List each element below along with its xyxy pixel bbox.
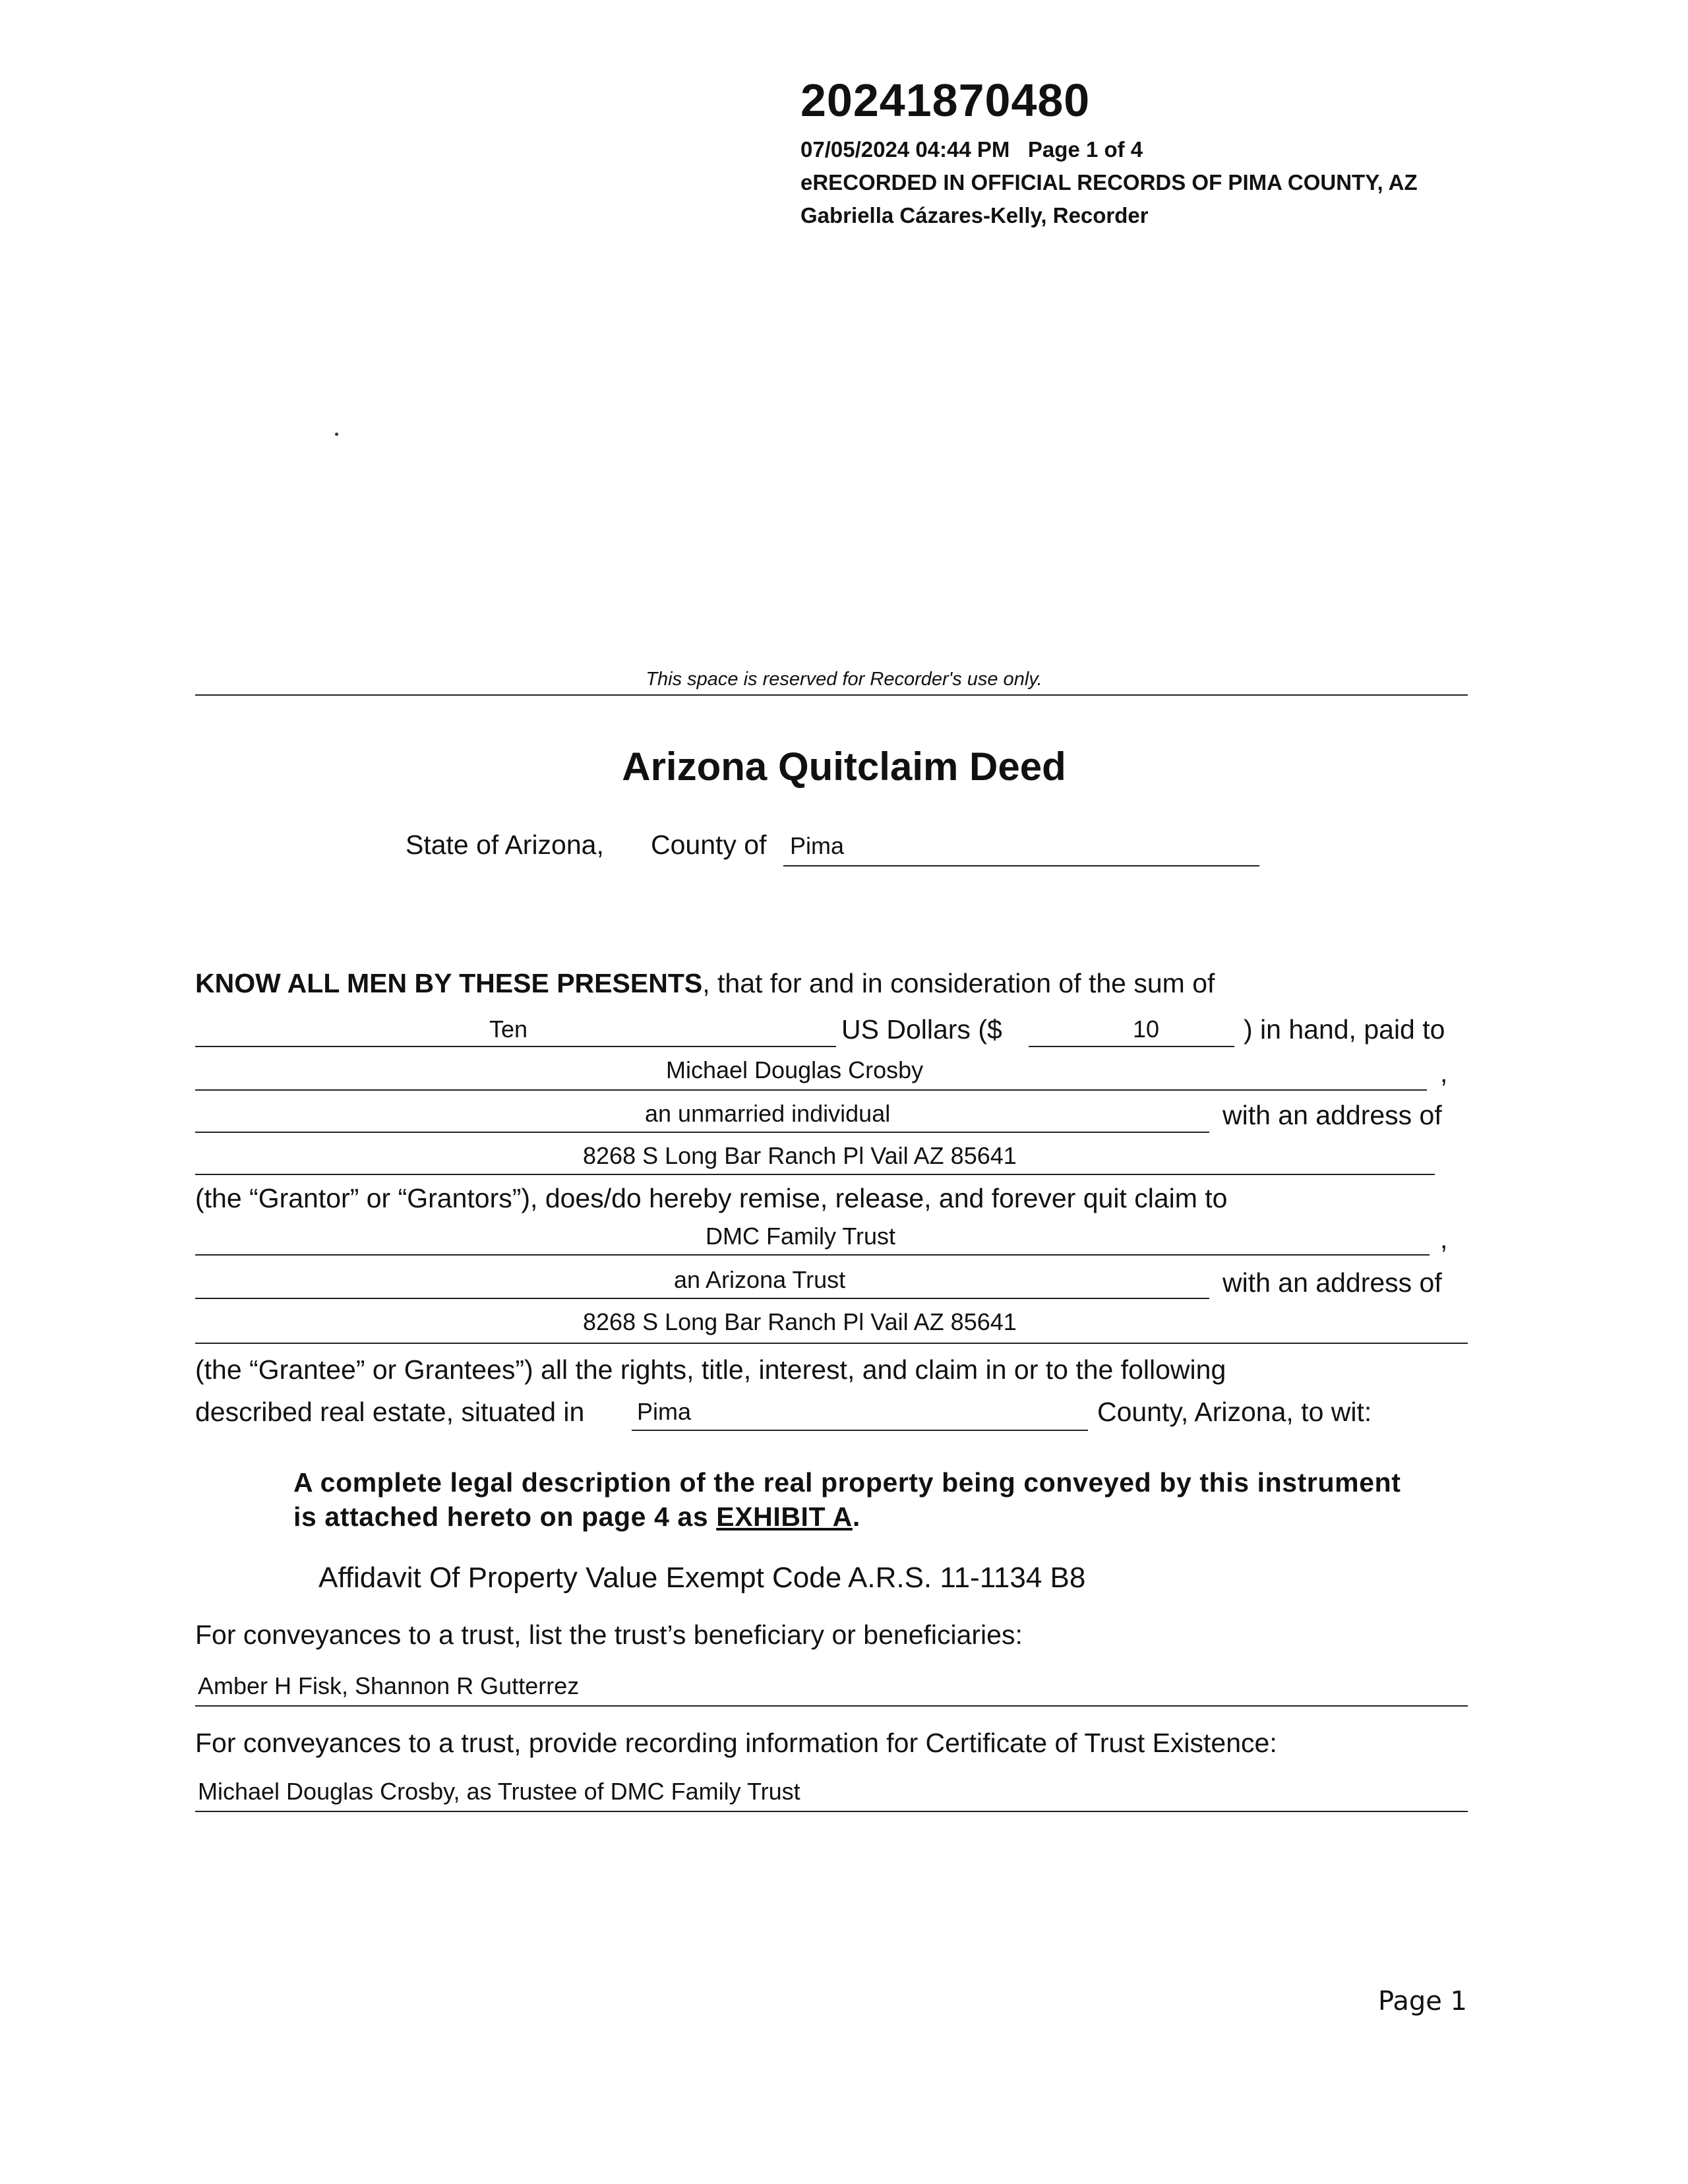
grantee-address-underline xyxy=(195,1343,1468,1344)
paid-label: ) in hand, paid to xyxy=(1244,1014,1445,1045)
stray-mark xyxy=(335,433,338,436)
legal-description xyxy=(293,1465,1414,1534)
deed-title: Arizona Quitclaim Deed xyxy=(622,744,1066,789)
grantor-type-underline xyxy=(195,1132,1209,1133)
grantee-type-underline xyxy=(195,1298,1209,1299)
situated-county-underline xyxy=(632,1430,1088,1431)
recording-datetime-line xyxy=(800,137,1143,162)
county-label: County of xyxy=(651,830,767,860)
recording-recorded-in: eRECORDED IN OFFICIAL RECORDS OF PIMA COUNTY, AZ xyxy=(800,170,1418,195)
certificate-value: Michael Douglas Crosby, as Trustee of DMC Family Trust xyxy=(198,1778,800,1805)
beneficiaries-underline xyxy=(195,1705,1468,1707)
page-number: Page 1 xyxy=(1378,1986,1467,2017)
consideration-intro xyxy=(195,968,1215,999)
amount-words-underline xyxy=(195,1046,836,1047)
amount-number-underline xyxy=(1029,1046,1234,1047)
reserved-note: This space is reserved for Recorder's use only. xyxy=(646,669,1042,690)
grantee-name-suffix: , xyxy=(1440,1224,1448,1254)
recording-datetime: 07/05/2024 04:44 PM xyxy=(800,137,1010,162)
consideration-rest: , that for and in consideration of the sum of xyxy=(702,968,1215,998)
recording-recorder: Gabriella Cázares-Kelly, Recorder xyxy=(800,203,1149,228)
grantee-clause: (the “Grantee” or Grantees”) all the rights, title, interest, and claim in or to the following xyxy=(195,1354,1226,1385)
legal-description-period: . xyxy=(852,1502,860,1532)
state-label: State of Arizona, xyxy=(406,830,604,860)
grantor-name-underline xyxy=(195,1089,1427,1091)
beneficiaries-value: Amber H Fisk, Shannon R Gutterrez xyxy=(198,1672,580,1699)
consideration-lead: KNOW ALL MEN BY THESE PRESENTS xyxy=(195,968,703,998)
certificate-underline xyxy=(195,1811,1468,1812)
grantor-clause: (the “Grantor” or “Grantors”), does/do hereby remise, release, and forever quit claim to xyxy=(195,1183,1228,1213)
grantee-name-underline xyxy=(195,1254,1430,1256)
exhibit-a-reference: EXHIBIT A xyxy=(716,1502,853,1532)
amount-words: Ten xyxy=(489,1016,528,1043)
grantee-type: an Arizona Trust xyxy=(674,1266,846,1293)
grantor-name: Michael Douglas Crosby xyxy=(666,1056,924,1083)
situated-county: Pima xyxy=(637,1398,692,1425)
grantor-type: an unmarried individual xyxy=(645,1100,891,1127)
certificate-label: For conveyances to a trust, provide recording information for Certificate of Trust Existence: xyxy=(195,1728,1277,1758)
grantee-address: 8268 S Long Bar Ranch Pl Vail AZ 85641 xyxy=(583,1308,1017,1335)
grantor-address-underline xyxy=(195,1174,1435,1175)
recording-number: 20241870480 xyxy=(800,75,1091,126)
grantor-address-label: with an address of xyxy=(1222,1100,1442,1130)
county-value: Pima xyxy=(790,832,845,859)
beneficiaries-label: For conveyances to a trust, list the trust’s beneficiary or beneficiaries: xyxy=(195,1620,1023,1650)
currency-label: US Dollars ($ xyxy=(841,1014,1002,1045)
reserved-divider xyxy=(195,694,1468,696)
grantor-name-suffix: , xyxy=(1440,1058,1448,1088)
affidavit-exempt-code: Affidavit Of Property Value Exempt Code A.R.S. 11-1134 B8 xyxy=(318,1562,1086,1594)
situated-lead: described real estate, situated in xyxy=(195,1397,585,1427)
grantor-address: 8268 S Long Bar Ranch Pl Vail AZ 85641 xyxy=(583,1142,1017,1169)
county-underline xyxy=(783,865,1259,866)
amount-number: 10 xyxy=(1133,1016,1160,1043)
recording-page-info: Page 1 of 4 xyxy=(1027,137,1143,162)
grantee-address-label: with an address of xyxy=(1222,1267,1442,1298)
grantee-name: DMC Family Trust xyxy=(706,1223,895,1250)
legal-description-text: A complete legal description of the real property being conveyed by this instrument is attached hereto on page 4 as xyxy=(293,1467,1401,1532)
situated-trail: County, Arizona, to wit: xyxy=(1097,1397,1372,1427)
